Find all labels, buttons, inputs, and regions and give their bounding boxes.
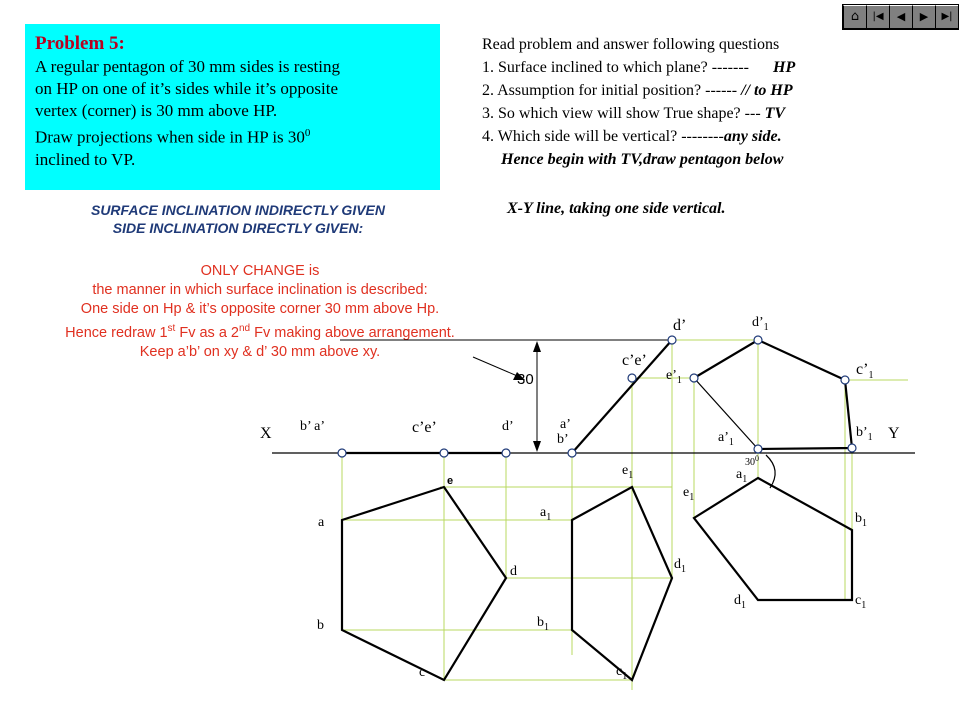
tv3-pentagon xyxy=(694,478,852,600)
subscript: 1 xyxy=(862,518,867,529)
tv3-label-letter: e xyxy=(683,485,690,500)
fv2-label-a: a’ xyxy=(560,417,571,432)
change-note-line: the manner in which surface inclination is described: xyxy=(92,282,428,298)
vertex-point xyxy=(848,444,856,452)
dimension-label: 30 xyxy=(517,371,534,388)
problem-line-text: Draw projections when side in HP is 30 xyxy=(35,127,305,147)
first-slide-icon[interactable]: |◀ xyxy=(866,5,889,28)
conclusion-line: Hence begin with TV,draw pentagon below xyxy=(501,151,784,168)
tv1-pentagon xyxy=(342,487,506,680)
answer-text: TV xyxy=(764,105,786,122)
tv3-label-letter: d xyxy=(734,593,741,608)
question-text: 2. Assumption for initial position? ------ xyxy=(482,82,738,99)
tv3-label-d xyxy=(734,593,746,611)
surface-note-line: SIDE INCLINATION DIRECTLY GIVEN: xyxy=(112,220,364,236)
subscript: 1 xyxy=(628,470,634,481)
questions-intro: Read problem and answer following questions xyxy=(482,36,780,53)
surface-note-line: SURFACE INCLINATION INDIRECTLY GIVEN xyxy=(90,202,385,218)
degree-superscript: 0 xyxy=(304,127,311,139)
vertex-points xyxy=(338,336,856,457)
x-label: X xyxy=(260,425,272,442)
vertex-point xyxy=(668,336,676,344)
fv3-label-b xyxy=(856,425,873,443)
tv1-label-d: d xyxy=(510,564,517,579)
vertex-point xyxy=(338,449,346,457)
fv3-label-letter: a’ xyxy=(718,430,729,445)
fv3-label-e xyxy=(666,368,682,386)
tv1-label-b: b xyxy=(317,618,324,633)
angle-label xyxy=(745,454,759,468)
fv2-label-ce: c’e’ xyxy=(622,352,647,369)
fv2-label-d: d’ xyxy=(673,317,687,334)
last-slide-icon[interactable]: ▶| xyxy=(935,5,958,28)
change-note-text: Hence redraw 1 xyxy=(65,324,168,341)
subscript: 1 xyxy=(544,622,549,633)
question-text: 4. Which side will be vertical? -------- xyxy=(482,128,724,145)
previous-slide-icon[interactable]: ◀ xyxy=(889,5,912,28)
subscript: 1 xyxy=(681,564,686,575)
y-label: Y xyxy=(888,425,900,442)
subscript: 1 xyxy=(742,474,748,485)
leader-arrow xyxy=(473,357,522,378)
dimension-arrowhead xyxy=(533,341,541,352)
fv3-label-letter: b’ xyxy=(856,425,868,440)
fv3-label-d xyxy=(752,315,769,333)
problem-line: vertex (corner) is 30 mm above HP. xyxy=(35,101,278,120)
tv2-label-letter: a xyxy=(540,505,547,520)
vertex-point xyxy=(841,376,849,384)
fv1-label-d: d’ xyxy=(502,419,514,434)
subscript: 1 xyxy=(861,600,867,611)
tv3-label-a xyxy=(736,467,747,485)
answer-text: HP xyxy=(773,59,796,76)
vertex-point xyxy=(754,445,762,453)
top-view-pentagons xyxy=(342,478,852,680)
vertex-point xyxy=(502,449,510,457)
ordinal-superscript: nd xyxy=(238,323,251,334)
fv1-label-ba: b’ a’ xyxy=(300,419,325,434)
home-icon[interactable]: ⌂ xyxy=(843,5,866,28)
fv1-label-ce: c’e’ xyxy=(412,419,437,436)
vertex-point xyxy=(690,374,698,382)
answer-text: // to HP xyxy=(741,82,793,99)
subscript: 1 xyxy=(867,432,873,443)
subscript: 1 xyxy=(763,322,769,333)
tv2-label-letter: e xyxy=(622,463,629,478)
next-slide-icon[interactable]: ▶ xyxy=(912,5,935,28)
tv3-label-letter: a xyxy=(736,467,743,482)
dimension-arrowhead xyxy=(533,441,541,452)
question-text: 1. Surface inclined to which plane? ------- xyxy=(482,59,749,76)
subscript: 1 xyxy=(868,370,874,381)
degree-superscript: 0 xyxy=(755,454,759,463)
problem-line: on HP on one of it’s sides while it’s opposite xyxy=(35,79,339,98)
angle-value: 30 xyxy=(745,457,755,468)
tv2-label-letter: c xyxy=(616,664,623,679)
tv1-label-e: e xyxy=(447,475,454,487)
subscript: 1 xyxy=(546,512,552,523)
tv3-label-e xyxy=(683,485,694,503)
vertex-point xyxy=(568,449,576,457)
subscript: 1 xyxy=(689,492,695,503)
change-note-line: ONLY CHANGE is xyxy=(200,263,320,279)
fv3-label-letter: c’ xyxy=(856,361,869,378)
change-note-line: Keep a’b’ on xy & d’ 30 mm above xy. xyxy=(139,343,381,360)
change-note-text: Fv as a 2 xyxy=(175,324,239,341)
problem-line: A regular pentagon of 30 mm sides is resting xyxy=(35,57,341,76)
change-note-text: Fv making above arrangement. xyxy=(250,324,455,341)
fv3-label-letter: d’ xyxy=(752,315,764,330)
tv3-label-c xyxy=(855,593,866,611)
conclusion-line: X-Y line, taking one side vertical. xyxy=(507,200,726,217)
subscript: 1 xyxy=(741,600,746,611)
ordinal-superscript: st xyxy=(167,323,176,334)
tv2-label-letter: b xyxy=(537,615,544,630)
problem-title: Problem 5: xyxy=(35,33,125,54)
fv3-label-c xyxy=(856,361,873,381)
tv1-label-c: c xyxy=(419,665,426,680)
tv2-label-letter: d xyxy=(674,557,681,572)
subscript: 1 xyxy=(676,375,682,386)
front-view-edges xyxy=(342,340,852,453)
problem-line: inclined to VP. xyxy=(35,149,136,169)
tv3-label-b xyxy=(855,511,867,529)
tv3-label-letter: c xyxy=(855,593,862,608)
tv2-label-c xyxy=(616,664,627,682)
tv2-label-d xyxy=(674,557,686,575)
change-note-line: One side on Hp & it’s opposite corner 30 mm above Hp. xyxy=(80,301,440,317)
tv3-label-letter: b xyxy=(855,511,862,526)
answer-text: any side. xyxy=(723,128,782,145)
subscript: 1 xyxy=(728,437,734,448)
tv1-label-a: a xyxy=(318,515,325,530)
tv2-pentagon xyxy=(572,487,672,680)
vertex-point xyxy=(440,449,448,457)
vertex-point xyxy=(754,336,762,344)
drawing-labels xyxy=(260,315,900,682)
question-text: 3. So which view will show True shape? --- xyxy=(482,105,761,122)
vertex-point xyxy=(628,374,636,382)
fv2-label-b: b’ xyxy=(557,432,569,447)
fv3-label-letter: e’ xyxy=(666,368,677,383)
subscript: 1 xyxy=(622,671,628,682)
fv3-label-a xyxy=(718,430,734,448)
tv2-labels xyxy=(537,463,686,682)
